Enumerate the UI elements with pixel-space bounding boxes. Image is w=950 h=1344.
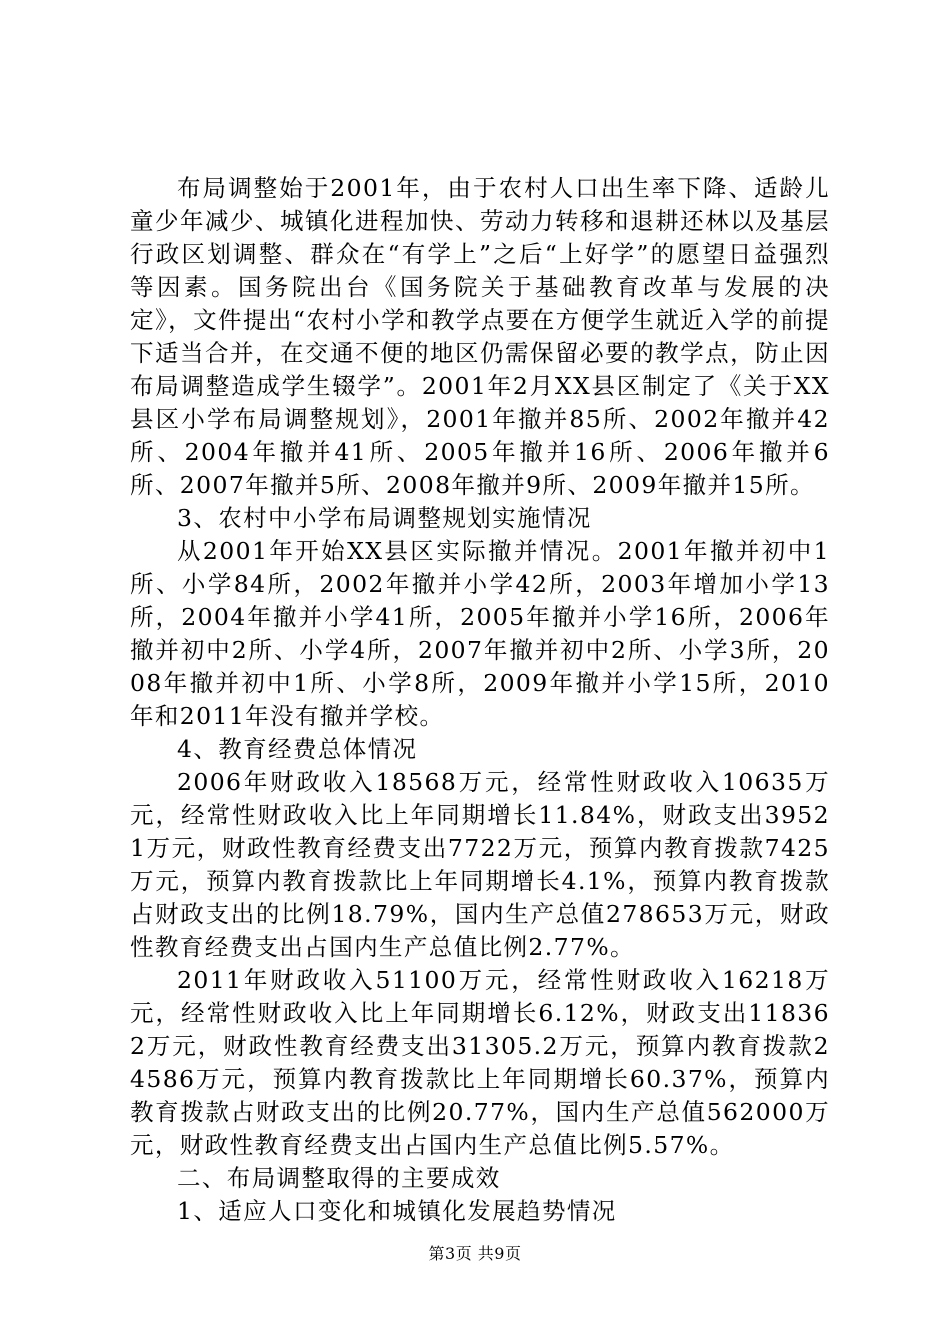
page-number-footer: 第3页 共9页	[428, 1244, 522, 1263]
paragraph-funding-2006: 2006年财政收入18568万元，经常性财政收入10635万元，经常性财政收入比上年同期增长11.84%，财政支出39521万元，财政性教育经费支出7722万元，预算内教育拨款7425万元，预算内教育拨款比上年同期增长4.1%，预算内教育拨款占财政支出的比例18.79%，国内生产总值278653万元，财政性教育经费支出占国内生产总值比例2.77%。	[130, 768, 830, 961]
paragraph-layout-adjustment-background: 布局调整始于2001年，由于农村人口出生率下降、适龄儿童少年减少、城镇化进程加快、劳动力转移和退耕还林以及基层行政区划调整、群众在“有学上”之后“上好学”的愿望日益强烈等因素。国务院出台《国务院关于基础教育改革与发展的决定》，文件提出“农村小学和教学点要在方便学生就近入学的前提下适当合并，在交通不便的地区仍需保留必要的教学点，防止因布局调整造成学生辍学”。2001年2月XX县区制定了《关于XX县区小学布局调整规划》，2001年撤并85所、2002年撤并42所、2004年撤并41所、2005年撤并16所、2006年撤并6所、2007年撤并5所、2008年撤并9所、2009年撤并15所。	[130, 174, 830, 499]
heading-main-achievements: 二、布局调整取得的主要成效	[177, 1164, 501, 1192]
heading-implementation-status: 3、农村中小学布局调整规划实施情况	[177, 504, 592, 532]
heading-education-funding: 4、教育经费总体情况	[177, 735, 418, 763]
paragraph-funding-2011: 2011年财政收入51100万元，经常性财政收入16218万元，经常性财政收入比上年同期增长6.12%，财政支出118362万元，财政性教育经费支出31305.2万元，预算内教育拨款24586万元，预算内教育拨款比上年同期增长60.37%，预算内教育拨款占财政支出的比例20.77%，国内生产总值562000万元，财政性教育经费支出占国内生产总值比例5.57%。	[130, 966, 830, 1159]
paragraph-merger-details: 从2001年开始XX县区实际撤并情况。2001年撤并初中1所、小学84所，2002年撤并小学42所，2003年增加小学13所，2004年撤并小学41所，2005年撤并小学16所，2006年撤并初中2所、小学4所，2007年撤并初中2所、小学3所，2008年撤并初中1所、小学8所，2009年撤并小学15所，2010年和2011年没有撤并学校。	[130, 537, 830, 730]
heading-population-urbanization: 1、适应人口变化和城镇化发展趋势情况	[177, 1197, 617, 1225]
document-body	[130, 172, 830, 1228]
